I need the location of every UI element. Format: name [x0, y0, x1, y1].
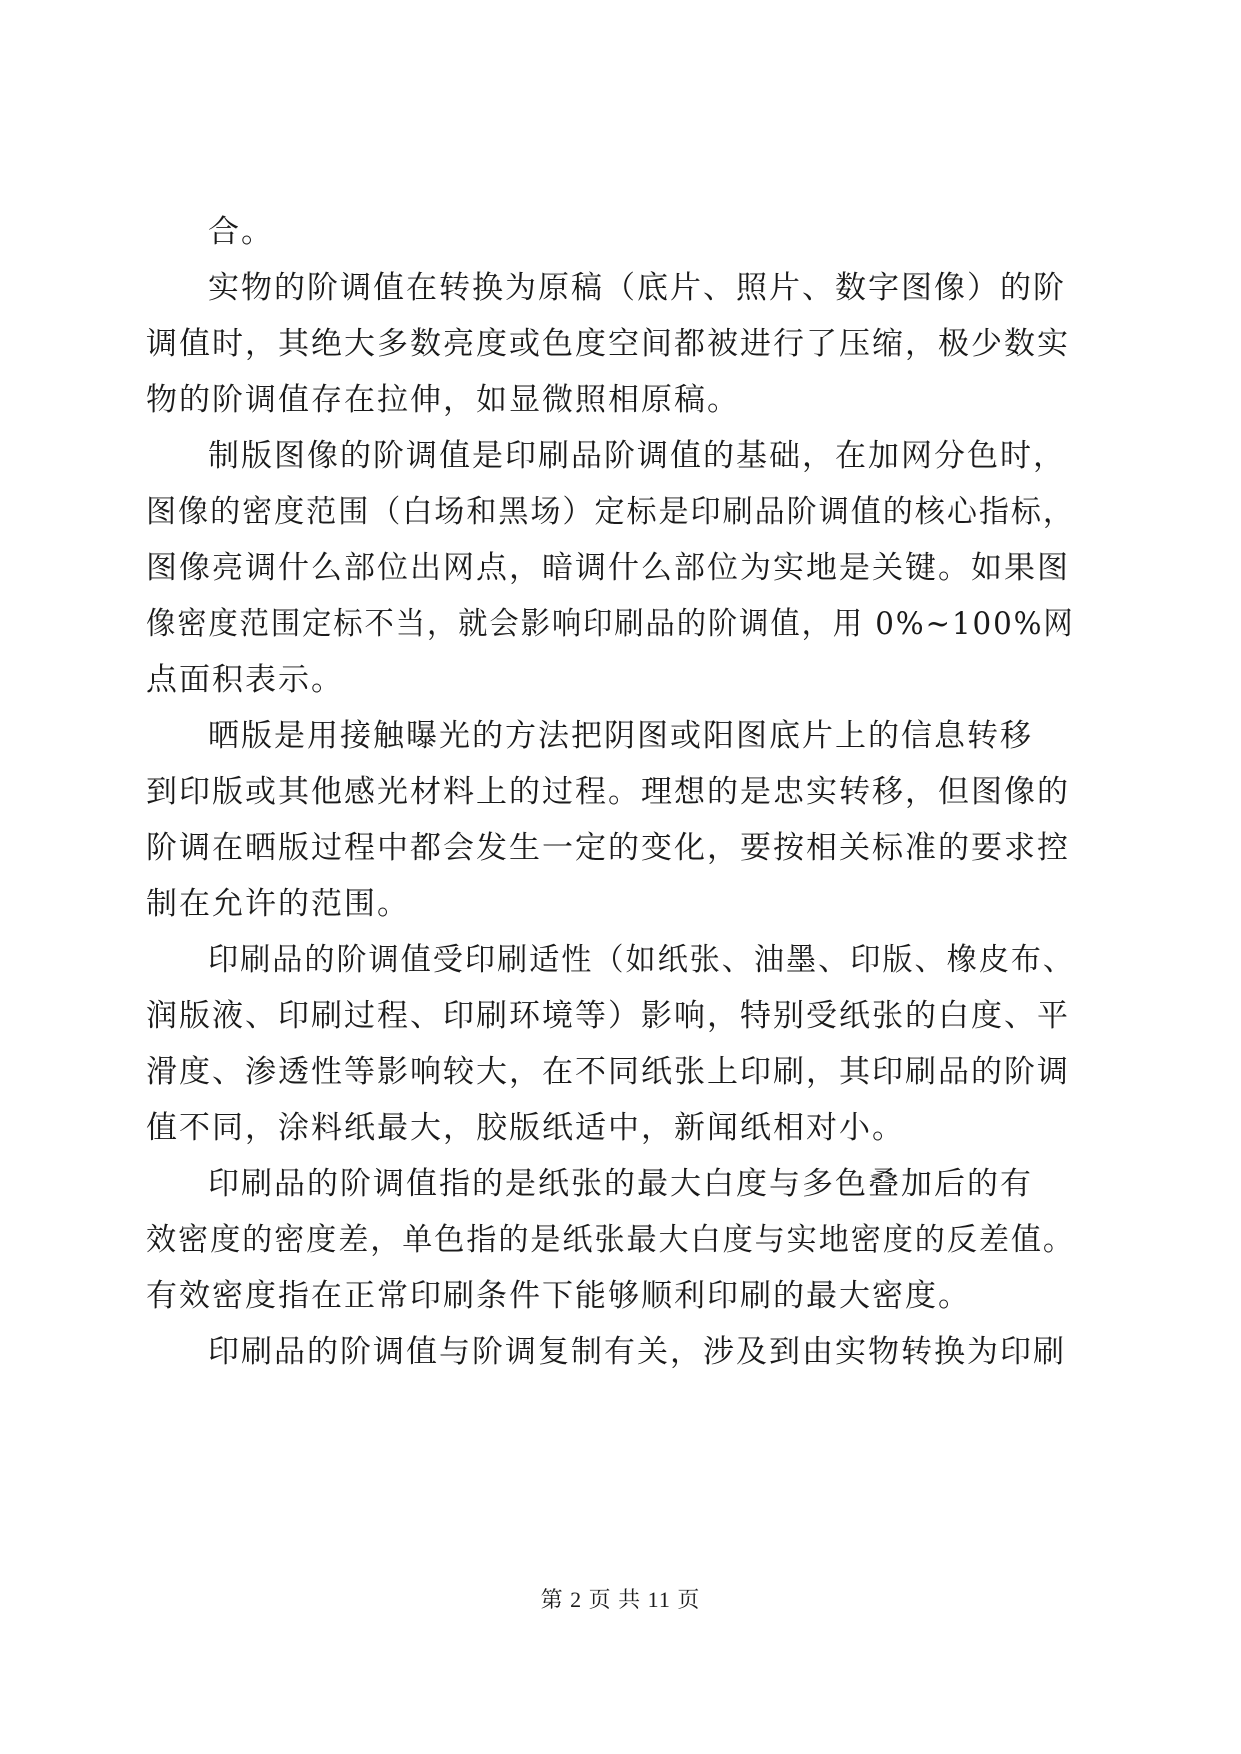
text-line-content: 物的阶调值存在拉伸，如显微照相原稿。 [146, 382, 740, 418]
text-line [0, 986, 1241, 1046]
text-line [0, 874, 1241, 934]
text-line [0, 1266, 1241, 1326]
text-line [0, 482, 1241, 542]
text-line-content: 润版液、印刷过程、印刷环境等）影响，特别受纸张的白度、平 [146, 998, 1070, 1034]
text-line [0, 930, 1241, 990]
text-line [0, 650, 1241, 710]
text-line [0, 370, 1241, 430]
text-line-content: 合。 [208, 214, 274, 250]
text-line-content: 点面积表示。 [146, 662, 344, 698]
text-line-content: 滑度、渗透性等影响较大，在不同纸张上印刷，其印刷品的阶调 [146, 1054, 1070, 1090]
text-line [0, 706, 1241, 766]
text-line [0, 1098, 1241, 1158]
text-line [0, 538, 1241, 598]
text-line [0, 258, 1241, 318]
text-line [0, 818, 1241, 878]
text-line-content: 制版图像的阶调值是印刷品阶调值的基础，在加网分色时， [208, 438, 1066, 474]
text-line [0, 1322, 1241, 1382]
text-line-content: 有效密度指在正常印刷条件下能够顺利印刷的最大密度。 [146, 1278, 971, 1314]
text-line [0, 1210, 1241, 1270]
text-line-content: 调值时，其绝大多数亮度或色度空间都被进行了压缩，极少数实 [146, 326, 1070, 362]
text-line [0, 426, 1241, 486]
text-line-content: 印刷品的阶调值与阶调复制有关，涉及到由实物转换为印刷 [208, 1334, 1066, 1370]
text-line-content: 阶调在晒版过程中都会发生一定的变化，要按相关标准的要求控 [146, 830, 1070, 866]
text-line-content: 值不同，涂料纸最大，胶版纸适中，新闻纸相对小。 [146, 1110, 905, 1146]
text-line-content: 到印版或其他感光材料上的过程。理想的是忠实转移，但图像的 [146, 774, 1070, 810]
text-line-content: 像密度范围定标不当，就会影响印刷品的阶调值，用 0%~100%网 [146, 606, 1075, 642]
text-line [0, 762, 1241, 822]
text-line-content: 晒版是用接触曝光的方法把阴图或阳图底片上的信息转移 [208, 718, 1033, 754]
text-line [0, 1042, 1241, 1102]
text-line-content: 图像的密度范围（白场和黑场）定标是印刷品阶调值的核心指标， [146, 494, 1075, 530]
page-number-footer: 第 2 页 共 11 页 [540, 1587, 701, 1612]
text-line-content: 图像亮调什么部位出网点，暗调什么部位为实地是关键。如果图 [146, 550, 1070, 586]
text-line-content: 印刷品的阶调值受印刷适性（如纸张、油墨、印版、橡皮布、 [208, 942, 1076, 978]
text-line-content: 效密度的密度差，单色指的是纸张最大白度与实地密度的反差值。 [146, 1222, 1075, 1258]
text-line [0, 314, 1241, 374]
text-line-content: 制在允许的范围。 [146, 886, 410, 922]
text-line [0, 1154, 1241, 1214]
text-line-content: 印刷品的阶调值指的是纸张的最大白度与多色叠加后的有 [208, 1166, 1033, 1202]
text-line [0, 594, 1241, 654]
text-line-content: 实物的阶调值在转换为原稿（底片、照片、数字图像）的阶 [208, 270, 1066, 306]
text-line [0, 202, 1241, 262]
